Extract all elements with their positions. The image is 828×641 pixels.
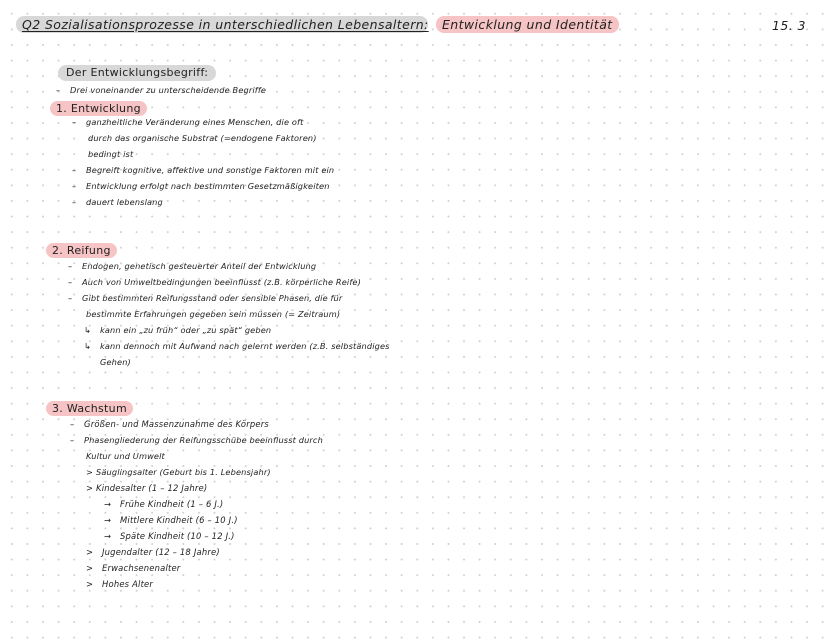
page-title: Q2 Sozialisationsprozesse in unterschiedlichen Lebensaltern: xyxy=(22,17,429,32)
wachstum-line-1: – Größen- und Massenzunahme des Körpers xyxy=(70,419,269,429)
page-subtitle-text: Entwicklung und Identität xyxy=(442,17,613,32)
wachstum-line-4: > Säuglingsalter (Geburt bis 1. Lebensjahr) xyxy=(86,467,271,477)
wachstum-line-9: > Jugendalter (12 – 18 Jahre) xyxy=(86,547,220,557)
wachstum-line-3: Kultur und Umwelt xyxy=(86,451,165,461)
reifung-heading-text: 2. Reifung xyxy=(52,244,111,257)
page-date: 15. 3 xyxy=(772,18,806,33)
reifung-line-7: Gehen) xyxy=(100,357,131,367)
entwicklung-heading-text: 1. Entwicklung xyxy=(56,102,141,115)
entwicklung-line-5: – Entwicklung erfolgt nach bestimmten Gesetzmäßigkeiten xyxy=(72,181,330,191)
wachstum-line-6: → Frühe Kindheit (1 – 6 J.) xyxy=(104,499,224,509)
arrow-right-icon: → xyxy=(104,499,112,509)
arrow-right-icon: → xyxy=(104,515,112,525)
gt-marker: > xyxy=(86,563,94,573)
entwicklung-line-2: durch das organische Substrat (=endogene Faktoren) xyxy=(88,133,317,143)
reifung-line-3: – Gibt bestimmten Reifungsstand oder sensible Phasen, die für xyxy=(68,293,343,303)
gt-marker: > xyxy=(86,579,94,589)
wachstum-heading xyxy=(46,401,133,416)
entwicklung-heading xyxy=(50,101,147,116)
entwicklung-line-6: – dauert lebenslang xyxy=(72,197,163,207)
reifung-heading xyxy=(46,243,117,258)
entwicklung-line-1: – ganzheitliche Veränderung eines Menschen, die oft xyxy=(72,117,304,127)
page-subtitle xyxy=(436,16,619,33)
wachstum-heading-text: 3. Wachstum xyxy=(52,402,127,415)
entwicklung-line-3: bedingt ist xyxy=(88,149,134,159)
begriff-heading-text: Der Entwicklungsbegriff: xyxy=(66,66,209,79)
wachstum-line-5: > Kindesalter (1 – 12 Jahre) xyxy=(86,483,208,493)
arrow-right-icon: → xyxy=(104,531,112,541)
hook-arrow-icon: ↳ xyxy=(84,341,92,351)
begriff-heading xyxy=(58,65,216,81)
gt-marker: > xyxy=(86,467,94,477)
wachstum-line-8: → Späte Kindheit (10 – 12 J.) xyxy=(104,531,235,541)
wachstum-line-10: > Erwachsenenalter xyxy=(86,563,181,573)
wachstum-line-7: → Mittlere Kindheit (6 – 10 J.) xyxy=(104,515,238,525)
reifung-line-5: ↳ kann ein „zu früh“ oder „zu spät“ geben xyxy=(84,325,272,335)
hook-arrow-icon: ↳ xyxy=(84,325,92,335)
page-title-highlight xyxy=(16,16,428,33)
wachstum-line-11: > Hohes Alter xyxy=(86,579,154,589)
reifung-line-2: – Auch von Umweltbedingungen beeinflusst (z.B. körperliche Reife) xyxy=(68,277,361,287)
wachstum-line-2: – Phasengliederung der Reifungsschübe beeinflusst durch xyxy=(70,435,323,445)
begriff-intro: – Drei voneinander zu unterscheidende Begriffe xyxy=(56,85,267,95)
reifung-line-4: bestimmte Erfahrungen gegeben sein müssen (= Zeitraum) xyxy=(86,309,341,319)
gt-marker: > xyxy=(86,483,94,493)
entwicklung-line-4: – Begreift kognitive, affektive und sonstige Faktoren mit ein xyxy=(72,165,335,175)
gt-marker: > xyxy=(86,547,94,557)
reifung-line-1: – Endogen, genetisch gesteuerter Anteil der Entwicklung xyxy=(68,261,317,271)
reifung-line-6: ↳ kann dennoch mit Aufwand nach gelernt werden (z.B. selbständiges xyxy=(84,341,390,351)
